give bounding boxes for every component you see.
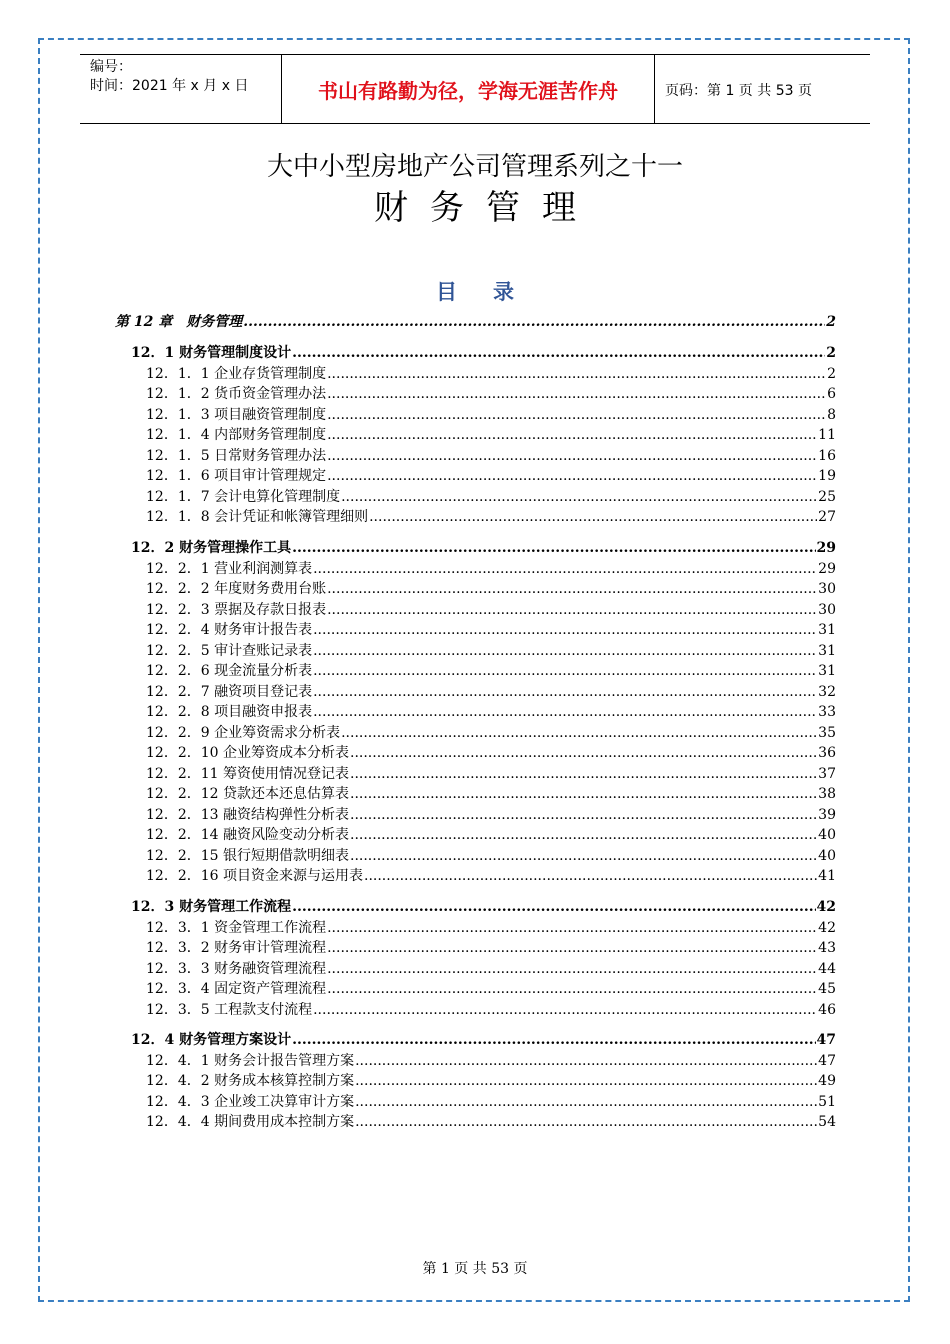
toc-entry-label: 12．2．12 贷款还本还息估算表: [146, 786, 349, 802]
toc-leader-dots: [313, 621, 817, 639]
toc-entry-label: 12．2．7 融资项目登记表: [146, 684, 313, 700]
toc-entry[interactable]: [146, 765, 836, 783]
toc-entry[interactable]: [146, 980, 836, 998]
toc-entry-page: 29: [816, 540, 836, 556]
document-subtitle: 财务管理: [374, 188, 598, 228]
toc-entry-page: 43: [818, 940, 836, 956]
header-meta: [90, 58, 248, 96]
toc-entry[interactable]: [146, 560, 836, 578]
toc-entry-page: 40: [818, 827, 836, 843]
toc-entry-label: 12．2．16 项目资金来源与运用表: [146, 868, 363, 884]
toc-entry[interactable]: [146, 447, 836, 465]
toc-entry-section[interactable]: [131, 1031, 836, 1049]
toc-entry-page: 11: [818, 427, 836, 443]
toc-entry-page: 31: [818, 643, 836, 659]
toc-entry-page: 38: [818, 786, 836, 802]
toc-entry-chapter[interactable]: [115, 313, 836, 331]
toc-entry-label: 12．2 财务管理操作工具: [131, 540, 292, 556]
header-page-info: 页码：第 1 页 共 53 页: [665, 83, 812, 99]
toc-leader-dots: [355, 1052, 817, 1070]
toc-entry[interactable]: [146, 847, 836, 865]
toc-entry-page: 44: [818, 961, 836, 977]
toc-entry-label: 12．4．1 财务会计报告管理方案: [146, 1053, 355, 1069]
toc-entry-page: 46: [818, 1002, 836, 1018]
toc-entry-page: 8: [827, 407, 836, 423]
toc-entry-page: 51: [818, 1094, 836, 1110]
toc-entry-page: 41: [818, 868, 836, 884]
toc-leader-dots: [341, 724, 817, 742]
toc-leader-dots: [327, 980, 817, 998]
toc-entry-label: 12．4．4 期间费用成本控制方案: [146, 1114, 355, 1130]
toc-leader-dots: [313, 642, 817, 660]
toc-entry-label: 12．2．13 融资结构弹性分析表: [146, 807, 349, 823]
toc-entry[interactable]: [146, 488, 836, 506]
toc-entry-label: 12．1．8 会计凭证和帐簿管理细则: [146, 509, 369, 525]
toc-entry-page: 45: [818, 981, 836, 997]
toc-leader-dots: [327, 919, 817, 937]
toc-entry-label: 12．3．4 固定资产管理流程: [146, 981, 327, 997]
toc-entry[interactable]: [146, 724, 836, 742]
toc-entry-page: 2: [826, 345, 836, 361]
toc-entry-page: 36: [818, 745, 836, 761]
toc-entry-page: 27: [818, 509, 836, 525]
toc-leader-dots: [350, 826, 817, 844]
toc-entry-page: 42: [818, 920, 836, 936]
toc-entry-label: 12．2．9 企业筹资需求分析表: [146, 725, 341, 741]
toc-leader-dots: [327, 426, 817, 444]
toc-entry-page: 54: [818, 1114, 836, 1130]
toc-entry-label: 12．4．3 企业竣工决算审计方案: [146, 1094, 355, 1110]
toc-leader-dots: [327, 406, 826, 424]
toc-entry-page: 37: [818, 766, 836, 782]
toc-entry[interactable]: [146, 467, 836, 485]
toc-entry-label: 12．3．5 工程款支付流程: [146, 1002, 313, 1018]
toc-entry-page: 40: [818, 848, 836, 864]
toc-entry-page: 47: [816, 1032, 836, 1048]
toc-entry[interactable]: [146, 785, 836, 803]
toc-entry[interactable]: [146, 365, 836, 383]
toc-entry-section[interactable]: [131, 898, 836, 916]
toc-entry-page: 35: [818, 725, 836, 741]
toc-entry[interactable]: [146, 1001, 836, 1019]
toc-leader-dots: [350, 744, 817, 762]
document-number-label: 编号：: [90, 59, 132, 75]
toc-entry[interactable]: [146, 385, 836, 403]
toc-entry[interactable]: [146, 960, 836, 978]
toc-entry-label: 12．1．3 项目融资管理制度: [146, 407, 327, 423]
toc-entry[interactable]: [146, 621, 836, 639]
toc-entry-page: 30: [818, 602, 836, 618]
toc-leader-dots: [355, 1113, 817, 1131]
toc-entry-section[interactable]: [131, 344, 836, 362]
toc-leader-dots: [355, 1093, 817, 1111]
toc-leader-dots: [292, 539, 815, 557]
toc-leader-dots: [364, 867, 817, 885]
toc-entry[interactable]: [146, 642, 836, 660]
toc-entry[interactable]: [146, 683, 836, 701]
toc-leader-dots: [327, 467, 817, 485]
toc-entry[interactable]: [146, 580, 836, 598]
toc-entry[interactable]: [146, 867, 836, 885]
toc-entry[interactable]: [146, 1093, 836, 1111]
toc-entry[interactable]: [146, 806, 836, 824]
toc-entry-label: 12．2．10 企业筹资成本分析表: [146, 745, 349, 761]
toc-entry-label: 12．3．2 财务审计管理流程: [146, 940, 327, 956]
toc-entry-label: 12．2．8 项目融资申报表: [146, 704, 313, 720]
toc-leader-dots: [350, 806, 817, 824]
toc-entry[interactable]: [146, 662, 836, 680]
toc-entry-page: 16: [818, 448, 836, 464]
toc-entry-label: 12．4 财务管理方案设计: [131, 1032, 292, 1048]
toc-leader-dots: [292, 344, 825, 362]
toc-leader-dots: [327, 385, 826, 403]
toc-entry-label: 第 12 章 财务管理: [115, 314, 243, 330]
toc-leader-dots: [350, 847, 817, 865]
page-footer: 第 1 页 共 53 页: [422, 1261, 528, 1277]
toc-entry-label: 12．1．4 内部财务管理制度: [146, 427, 327, 443]
toc-entry-label: 12．3．1 资金管理工作流程: [146, 920, 327, 936]
toc-entry-page: 2: [826, 314, 836, 330]
page-header: [80, 54, 870, 124]
toc-entry-page: 2: [827, 366, 836, 382]
toc-entry-label: 12．2．1 营业利润测算表: [146, 561, 313, 577]
document-title: 大中小型房地产公司管理系列之十一: [266, 152, 683, 182]
toc-entry-label: 12．2．3 票据及存款日报表: [146, 602, 327, 618]
toc-entry-section[interactable]: [131, 539, 836, 557]
toc-entry-page: 33: [818, 704, 836, 720]
toc-entry-label: 12．2．15 银行短期借款明细表: [146, 848, 349, 864]
toc-entry-page: 47: [818, 1053, 836, 1069]
toc-leader-dots: [292, 898, 815, 916]
toc-entry[interactable]: [146, 1113, 836, 1131]
toc-entry-label: 12．3 财务管理工作流程: [131, 899, 292, 915]
toc-entry[interactable]: [146, 1072, 836, 1090]
toc-entry-label: 12．3．3 财务融资管理流程: [146, 961, 327, 977]
toc-entry-page: 31: [818, 663, 836, 679]
toc-entry-label: 12．2．4 财务审计报告表: [146, 622, 313, 638]
toc-entry-page: 42: [816, 899, 836, 915]
toc-entry-label: 12．2．5 审计查账记录表: [146, 643, 313, 659]
toc-entry[interactable]: [146, 703, 836, 721]
toc-leader-dots: [313, 683, 817, 701]
toc-entry[interactable]: [146, 826, 836, 844]
header-motto: 书山有路勤为径，学海无涯苦作舟: [281, 55, 655, 123]
toc-entry-page: 39: [818, 807, 836, 823]
toc-entry[interactable]: [146, 939, 836, 957]
toc-entry-label: 12．1．5 日常财务管理办法: [146, 448, 327, 464]
toc-entry[interactable]: [146, 1052, 836, 1070]
toc-leader-dots: [369, 508, 817, 526]
toc-entry[interactable]: [146, 406, 836, 424]
toc-leader-dots: [341, 488, 817, 506]
toc-leader-dots: [313, 703, 817, 721]
toc-leader-dots: [350, 785, 817, 803]
toc-entry-label: 12．1．6 项目审计管理规定: [146, 468, 327, 484]
toc-entry-page: 30: [818, 581, 836, 597]
toc-entry-label: 12．4．2 财务成本核算控制方案: [146, 1073, 355, 1089]
toc-entry-label: 12．1．1 企业存货管理制度: [146, 366, 327, 382]
toc-leader-dots: [313, 560, 817, 578]
toc-entry-label: 12．1．7 会计电算化管理制度: [146, 489, 341, 505]
toc-heading: 目录: [436, 279, 550, 304]
toc-entry-page: 19: [818, 468, 836, 484]
toc-entry-page: 49: [818, 1073, 836, 1089]
toc-leader-dots: [327, 365, 826, 383]
toc-entry[interactable]: [146, 508, 836, 526]
toc-entry-label: 12．2．6 现金流量分析表: [146, 663, 313, 679]
toc-entry-label: 12．2．14 融资风险变动分析表: [146, 827, 349, 843]
toc-entry-label: 12．1 财务管理制度设计: [131, 345, 292, 361]
toc-entry-page: 31: [818, 622, 836, 638]
toc-entry-page: 29: [818, 561, 836, 577]
toc-leader-dots: [292, 1031, 815, 1049]
toc-entry-page: 25: [818, 489, 836, 505]
toc-leader-dots: [313, 662, 817, 680]
toc-leader-dots: [327, 580, 817, 598]
toc-entry-label: 12．2．11 筹资使用情况登记表: [146, 766, 349, 782]
toc-leader-dots: [327, 447, 817, 465]
toc-leader-dots: [355, 1072, 817, 1090]
toc-leader-dots: [327, 960, 817, 978]
toc-leader-dots: [243, 313, 825, 331]
toc-leader-dots: [327, 939, 817, 957]
toc-entry[interactable]: [146, 426, 836, 444]
toc-entry[interactable]: [146, 744, 836, 762]
toc-entry-label: 12．1．2 货币资金管理办法: [146, 386, 327, 402]
document-time-label: 时间：2021 年 x 月 x 日: [90, 78, 249, 94]
toc-leader-dots: [350, 765, 817, 783]
toc-entry-page: 32: [818, 684, 836, 700]
toc-entry-label: 12．2．2 年度财务费用台账: [146, 581, 327, 597]
toc-leader-dots: [313, 1001, 817, 1019]
toc-entry-page: 6: [827, 386, 836, 402]
toc-entry[interactable]: [146, 601, 836, 619]
toc-leader-dots: [327, 601, 817, 619]
toc-entry[interactable]: [146, 919, 836, 937]
